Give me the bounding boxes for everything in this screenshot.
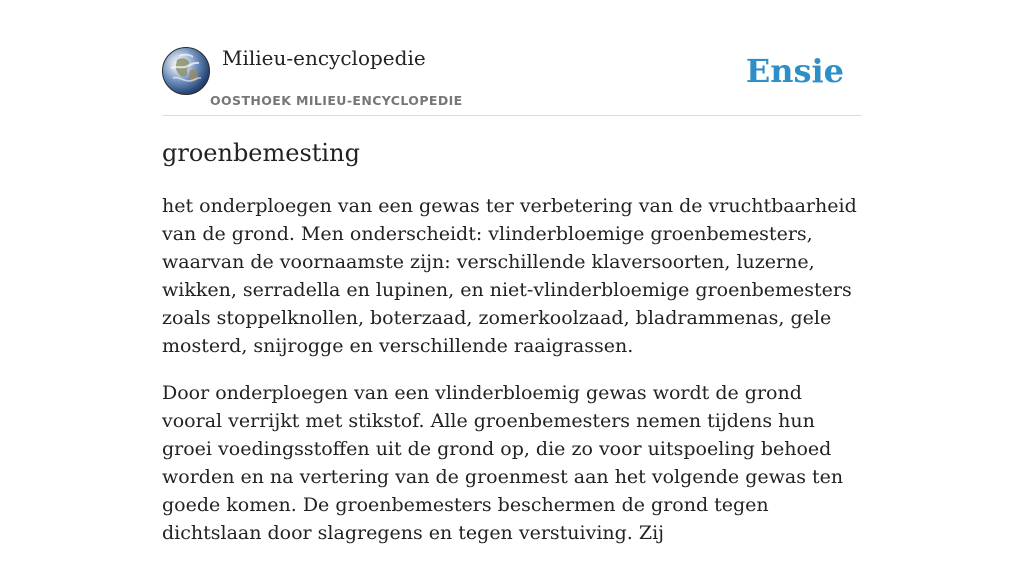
article-body <box>162 192 866 566</box>
article-paragraph: het onderploegen van een gewas ter verbetering van de vruchtbaarheid van de grond. Men onderscheidt: vlinderbloemige groenbemesters, waarvan de voornaamste zijn: verschillende klaversoorten, luzerne, wikken, serradella en lupinen, en niet-vlinderbloemige groenbemesters zoals stoppelknollen, boterzaad, zomerkoolzaad, bladrammenas, gele mosterd, snijrogge en verschillende raaigrassen. <box>162 195 857 357</box>
brand-logo-link[interactable]: Ensie <box>745 52 844 90</box>
site-subtitle[interactable]: OOSTHOEK MILIEU-ENCYCLOPEDIE <box>210 93 463 108</box>
site-header <box>162 44 862 116</box>
earth-globe-icon[interactable] <box>162 47 210 95</box>
article-title: groenbemesting <box>162 139 360 167</box>
site-name[interactable]: Milieu-encyclopedie <box>222 46 426 70</box>
article-paragraph: Door onderploegen van een vlinderbloemig gewas wordt de grond vooral verrijkt met stikstof. Alle groenbemesters nemen tijdens hun groei voedingsstoffen uit de grond op, die zo voor uitspoeling behoed worden en na vertering van de groenmest aan het volgende gewas ten goede komen. De groenbemesters beschermen de grond tegen dichtslaan door slagregens en tegen verstuiving. Zij <box>162 382 844 544</box>
